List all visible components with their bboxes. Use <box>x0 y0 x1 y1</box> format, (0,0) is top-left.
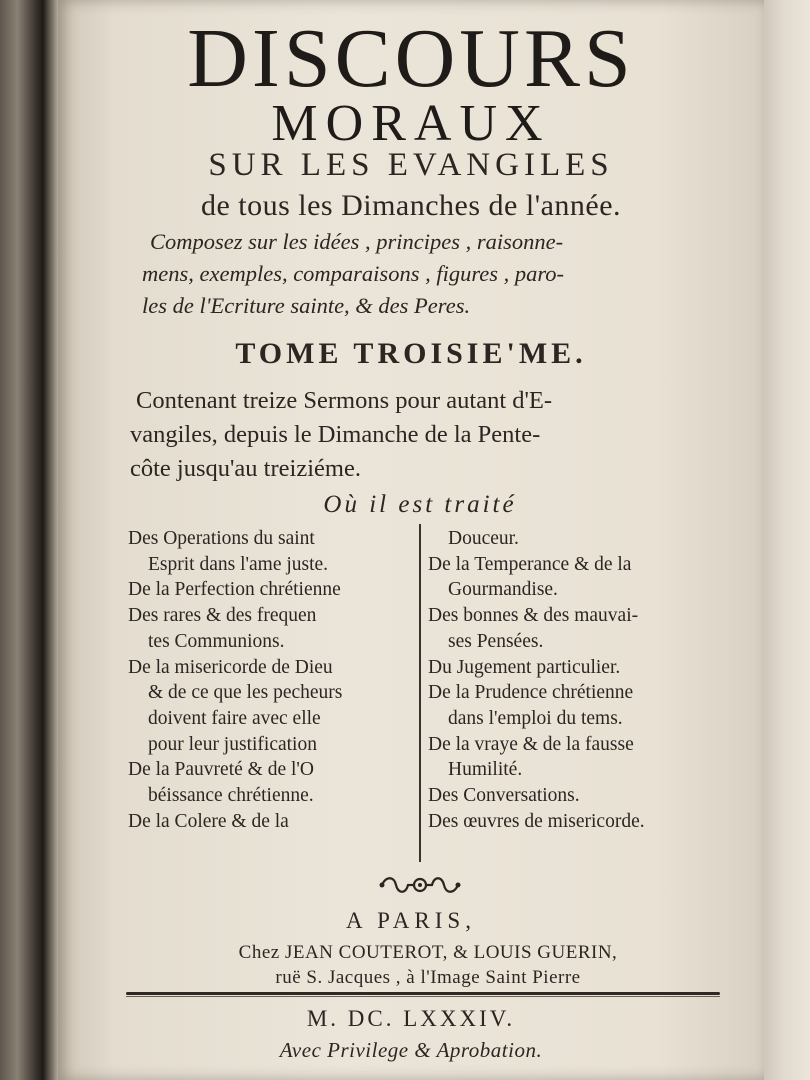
imprint-city: A PARIS, <box>346 908 476 933</box>
printer-ornament-icon <box>376 872 464 898</box>
composition-line: les de l'Ecriture sainte, & des Peres. <box>142 293 471 318</box>
title-line-4: de tous les Dimanches de l'année. <box>200 189 622 222</box>
topic-line: & de ce que les pecheurs <box>148 682 343 704</box>
contents-intro-line: vangiles, depuis le Dimanche de la Pente- <box>130 421 541 448</box>
contents-intro <box>130 384 726 486</box>
imprint-rule <box>126 992 720 995</box>
imprint-publishers: Chez JEAN COUTEROT, & LOUIS GUERIN, <box>238 942 618 963</box>
page-edge <box>764 0 810 1080</box>
title-line-3: SUR LES EVANGILES <box>208 147 614 183</box>
topic-line: De la Pauvreté & de l'O <box>128 759 314 781</box>
imprint-year: M. DC. LXXXIV. <box>306 1006 516 1031</box>
title-line-2: MORAUX <box>271 95 551 152</box>
topic-line: Gourmandise. <box>448 579 558 601</box>
topic-line: De la vraye & de la fausse <box>428 733 634 755</box>
topic-line: Des Conversations. <box>428 785 580 807</box>
topic-line: doivent faire avec elle <box>148 707 321 729</box>
imprint-address: ruë S. Jacques , à l'Image Saint Pierre <box>275 967 581 988</box>
topic-line: dans l'emploi du tems. <box>448 707 623 729</box>
topic-line: Des œuvres de misericorde. <box>428 810 645 832</box>
imprint-rule-thin <box>126 996 720 997</box>
contents-intro-line: côte jusqu'au treiziéme. <box>130 455 361 482</box>
imprint-publishers-block <box>128 940 728 990</box>
topic-line: Des Operations du saint <box>128 528 315 549</box>
composition-line: mens, exemples, comparaisons , figures , paro- <box>142 261 565 286</box>
title-line-1: DISCOURS <box>187 12 635 105</box>
composition-text <box>142 226 720 322</box>
topics-left-column <box>128 526 418 834</box>
treated-heading: Où il est traité <box>323 491 517 518</box>
volume-heading: TOME TROISIE'ME. <box>235 337 587 370</box>
topic-line: Des bonnes & des mauvai- <box>428 605 639 627</box>
topic-line: pour leur justification <box>148 733 317 755</box>
topic-line: tes Communions. <box>148 630 285 652</box>
topic-line: Douceur. <box>448 528 519 549</box>
topic-line: Humilité. <box>448 759 523 781</box>
column-divider <box>419 524 421 862</box>
topic-line: Esprit dans l'ame juste. <box>148 553 329 575</box>
topic-line: Du Jugement particulier. <box>428 656 621 678</box>
imprint-privilege: Avec Privilege & Aprobation. <box>279 1038 543 1062</box>
contents-intro-line: Contenant treize Sermons pour autant d'E- <box>136 387 553 414</box>
topic-line: Des rares & des frequen <box>128 605 317 627</box>
topic-line: De la Colere & de la <box>128 810 289 832</box>
topic-line: ses Pensées. <box>448 630 544 652</box>
topic-line: De la Temperance & de la <box>428 553 632 575</box>
book-spine <box>0 0 58 1080</box>
topics-right-column <box>428 526 723 834</box>
topic-line: De la Perfection chrétienne <box>128 579 341 601</box>
topic-line: De la Prudence chrétienne <box>428 682 634 704</box>
topic-line: De la misericorde de Dieu <box>128 656 333 678</box>
composition-line: Composez sur les idées , principes , raisonne- <box>150 229 564 254</box>
topic-line: béissance chrétienne. <box>148 785 314 807</box>
